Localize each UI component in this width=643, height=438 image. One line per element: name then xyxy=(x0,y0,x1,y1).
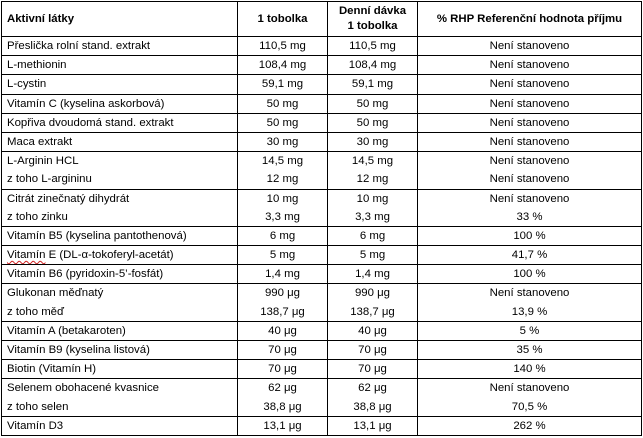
rhp-cell-line: 262 % xyxy=(513,419,546,432)
daily-dose-cell-line: 1,4 mg xyxy=(355,268,390,281)
substance-cell-line: Citrát zinečnatý dihydrát xyxy=(7,192,130,205)
substance-cell-line: z toho L-argininu xyxy=(7,173,92,186)
daily-dose-cell-line: 50 mg xyxy=(356,116,389,129)
capsule-amount-cell-line: 40 μg xyxy=(268,324,297,337)
daily-dose-cell xyxy=(328,284,418,321)
substance-cell-line: z toho selen xyxy=(7,400,69,413)
rhp-cell-line: 41,7 % xyxy=(511,249,548,262)
capsule-amount-cell xyxy=(238,360,328,379)
rhp-cell-line: Není stanoveno xyxy=(489,192,570,205)
daily-dose-cell-line: 62 μg xyxy=(358,382,387,395)
header-substance: Aktivní látky xyxy=(2,2,238,37)
daily-dose-cell xyxy=(328,360,418,379)
table-row xyxy=(2,37,642,56)
rhp-cell xyxy=(418,37,642,56)
substance-cell-line: Maca extrakt xyxy=(7,135,73,148)
rhp-cell-line: 140 % xyxy=(513,363,546,376)
header-daily-dose xyxy=(328,2,418,37)
rhp-cell-line: Není stanoveno xyxy=(489,59,570,72)
substance-cell-line: Vitamín B6 (pyridoxin-5’-fosfát) xyxy=(7,268,164,281)
rhp-cell xyxy=(418,379,642,416)
table-row xyxy=(2,379,642,416)
rhp-cell xyxy=(418,152,642,189)
capsule-amount-cell-line: 13,1 μg xyxy=(263,419,302,432)
capsule-amount-cell-line: 70 μg xyxy=(268,363,297,376)
capsule-amount-cell-line: 59,1 mg xyxy=(261,78,304,91)
substance-cell-line: Vitamín E (DL-α-tokoferyl-acetát) xyxy=(7,249,174,262)
daily-dose-cell xyxy=(328,321,418,340)
capsule-amount-cell-line: 990 μg xyxy=(264,287,301,300)
substance-cell-line: Selenem obohacené kvasnice xyxy=(7,382,159,395)
capsule-amount-cell xyxy=(238,152,328,189)
capsule-amount-cell-line: 1,4 mg xyxy=(265,268,300,281)
capsule-amount-cell-line: 14,5 mg xyxy=(261,155,304,168)
rhp-cell-line: 33 % xyxy=(516,210,543,223)
capsule-amount-cell-line: 70 μg xyxy=(268,344,297,356)
capsule-amount-cell xyxy=(238,265,328,284)
rhp-cell-line: 35 % xyxy=(516,344,543,356)
daily-dose-cell-line: 38,8 μg xyxy=(353,400,392,413)
rhp-cell-line: Není stanoveno xyxy=(489,287,570,300)
substance-cell-line: z toho zinku xyxy=(7,210,68,223)
rhp-cell xyxy=(418,94,642,113)
capsule-amount-cell-line: 108,4 mg xyxy=(258,59,307,72)
rhp-cell xyxy=(418,321,642,340)
capsule-amount-cell xyxy=(238,321,328,340)
table-row xyxy=(2,94,642,113)
rhp-cell-line: 70,5 % xyxy=(511,400,548,413)
table-body xyxy=(2,37,642,436)
substance-cell-line: L-Arginin HCL xyxy=(7,155,79,168)
capsule-amount-cell-line: 6 mg xyxy=(269,229,296,242)
capsule-amount-cell xyxy=(238,226,328,245)
capsule-amount-cell xyxy=(238,341,328,360)
rhp-cell-line: 13,9 % xyxy=(511,305,548,318)
daily-dose-cell-line: 3,3 mg xyxy=(355,210,390,223)
daily-dose-cell-line: 12 mg xyxy=(356,173,389,186)
substance-cell-line: Biotin (Vitamín H) xyxy=(7,363,97,376)
daily-dose-cell xyxy=(328,152,418,189)
substance-cell xyxy=(2,379,238,416)
daily-dose-cell-line: 59,1 mg xyxy=(351,78,394,91)
daily-dose-cell-line: 40 μg xyxy=(358,324,387,337)
substance-cell-line: Přeslička rolní stand. extrakt xyxy=(7,40,151,52)
rhp-cell-line: 5 % xyxy=(519,324,540,337)
substance-cell-line: L-methionin xyxy=(7,59,67,72)
capsule-amount-cell xyxy=(238,56,328,75)
capsule-amount-cell-line: 138,7 μg xyxy=(260,305,305,318)
rhp-cell-line: Není stanoveno xyxy=(489,382,570,395)
nutrition-table xyxy=(1,1,642,436)
daily-dose-cell xyxy=(328,341,418,360)
daily-dose-cell-line: 13,1 μg xyxy=(353,419,392,432)
table-row xyxy=(2,113,642,132)
daily-dose-cell-line: 108,4 mg xyxy=(348,59,397,72)
daily-dose-cell xyxy=(328,113,418,132)
capsule-amount-cell xyxy=(238,113,328,132)
capsule-amount-cell xyxy=(238,75,328,94)
daily-dose-cell-line: 138,7 μg xyxy=(350,305,395,318)
rhp-cell xyxy=(418,341,642,360)
substance-cell-line: Vitamín C (kyselina askorbová) xyxy=(7,97,165,110)
table-row xyxy=(2,132,642,151)
rhp-cell-line: Není stanoveno xyxy=(489,135,570,148)
daily-dose-cell-line: 30 mg xyxy=(356,135,389,148)
substance-cell-line: Vitamín D3 xyxy=(7,419,64,432)
rhp-cell xyxy=(418,246,642,265)
table-row xyxy=(2,152,642,189)
daily-dose-cell-line: 70 μg xyxy=(358,363,387,376)
capsule-amount-cell-line: 110,5 mg xyxy=(259,40,306,52)
capsule-amount-cell xyxy=(238,37,328,56)
capsule-amount-cell-line: 12 mg xyxy=(266,173,299,186)
rhp-cell-line: Není stanoveno xyxy=(489,155,570,168)
capsule-amount-cell-line: 62 μg xyxy=(268,382,297,395)
rhp-cell xyxy=(418,189,642,226)
rhp-cell xyxy=(418,56,642,75)
daily-dose-cell-line: 70 μg xyxy=(358,344,387,356)
rhp-cell-line: 100 % xyxy=(513,229,546,242)
rhp-cell xyxy=(418,75,642,94)
table-row xyxy=(2,56,642,75)
rhp-cell-line: Není stanoveno xyxy=(489,40,570,52)
table-row xyxy=(2,341,642,360)
daily-dose-cell xyxy=(328,189,418,226)
header-daily-line1: Denní dávka xyxy=(338,5,407,17)
table-row xyxy=(2,360,642,379)
daily-dose-cell-line: 10 mg xyxy=(356,192,389,205)
capsule-amount-cell-line: 38,8 μg xyxy=(263,400,302,413)
capsule-amount-cell-line: 30 mg xyxy=(266,135,299,148)
substance-cell xyxy=(2,37,238,56)
capsule-amount-cell xyxy=(238,246,328,265)
table-row xyxy=(2,265,642,284)
capsule-amount-cell xyxy=(238,416,328,435)
daily-dose-cell xyxy=(328,379,418,416)
substance-cell xyxy=(2,189,238,226)
substance-cell-line: Kopřiva dvoudomá stand. extrakt xyxy=(7,116,174,129)
table-row xyxy=(2,75,642,94)
rhp-cell xyxy=(418,226,642,245)
capsule-amount-cell-line: 10 mg xyxy=(266,192,299,205)
substance-cell xyxy=(2,341,238,360)
header-row xyxy=(2,2,642,37)
capsule-amount-cell xyxy=(238,132,328,151)
capsule-amount-cell-line: 50 mg xyxy=(266,116,299,129)
daily-dose-cell xyxy=(328,265,418,284)
substance-cell xyxy=(2,226,238,245)
substance-cell xyxy=(2,360,238,379)
rhp-cell-line: Není stanoveno xyxy=(489,78,570,91)
substance-cell xyxy=(2,75,238,94)
daily-dose-cell xyxy=(328,94,418,113)
daily-dose-cell xyxy=(328,246,418,265)
table-row xyxy=(2,226,642,245)
substance-cell-line: Vitamín B5 (kyselina pantothenová) xyxy=(7,229,187,242)
substance-cell-line: L-cystin xyxy=(7,78,47,91)
substance-cell xyxy=(2,284,238,321)
rhp-cell xyxy=(418,113,642,132)
substance-cell-line: Glukonan měďnatý xyxy=(7,287,104,300)
daily-dose-cell xyxy=(328,37,418,56)
rhp-cell xyxy=(418,284,642,321)
substance-cell xyxy=(2,321,238,340)
table-row xyxy=(2,416,642,435)
rhp-cell xyxy=(418,360,642,379)
capsule-amount-cell-line: 3,3 mg xyxy=(265,210,300,223)
capsule-amount-cell xyxy=(238,379,328,416)
substance-cell xyxy=(2,56,238,75)
rhp-cell-line: Není stanoveno xyxy=(489,97,570,110)
daily-dose-cell-line: 110,5 mg xyxy=(349,40,396,52)
rhp-cell xyxy=(418,265,642,284)
substance-cell xyxy=(2,132,238,151)
daily-dose-cell-line: 5 mg xyxy=(359,249,386,262)
substance-cell xyxy=(2,416,238,435)
daily-dose-cell xyxy=(328,416,418,435)
table-row xyxy=(2,321,642,340)
capsule-amount-cell xyxy=(238,189,328,226)
rhp-cell xyxy=(418,132,642,151)
substance-cell xyxy=(2,265,238,284)
header-rhp: % RHP Referenční hodnota příjmu xyxy=(418,2,642,37)
daily-dose-cell-line: 14,5 mg xyxy=(351,155,394,168)
rhp-cell-line: Není stanoveno xyxy=(489,173,570,186)
daily-dose-cell xyxy=(328,56,418,75)
daily-dose-cell-line: 50 mg xyxy=(356,97,389,110)
capsule-amount-cell-line: 50 mg xyxy=(266,97,299,110)
capsule-amount-cell xyxy=(238,94,328,113)
daily-dose-cell xyxy=(328,226,418,245)
rhp-cell-line: 100 % xyxy=(513,268,546,281)
daily-dose-cell-line: 990 μg xyxy=(354,287,391,300)
daily-dose-cell xyxy=(328,132,418,151)
substance-cell-line: Vitamín A (betakaroten) xyxy=(7,324,126,337)
capsule-amount-cell-line: 5 mg xyxy=(269,249,296,262)
substance-cell-line: z toho měď xyxy=(7,305,65,318)
substance-cell-line: Vitamín B9 (kyselina listová) xyxy=(7,344,150,356)
rhp-cell-line: Není stanoveno xyxy=(489,116,570,129)
table-row xyxy=(2,246,642,265)
daily-dose-cell-line: 6 mg xyxy=(359,229,386,242)
substance-cell xyxy=(2,94,238,113)
table-row xyxy=(2,189,642,226)
substance-cell xyxy=(2,152,238,189)
table-row xyxy=(2,284,642,321)
header-capsule: 1 tobolka xyxy=(238,2,328,37)
header-daily-line2: 1 tobolka xyxy=(347,20,398,32)
rhp-cell xyxy=(418,416,642,435)
daily-dose-cell xyxy=(328,75,418,94)
substance-cell xyxy=(2,246,238,265)
substance-cell xyxy=(2,113,238,132)
capsule-amount-cell xyxy=(238,284,328,321)
